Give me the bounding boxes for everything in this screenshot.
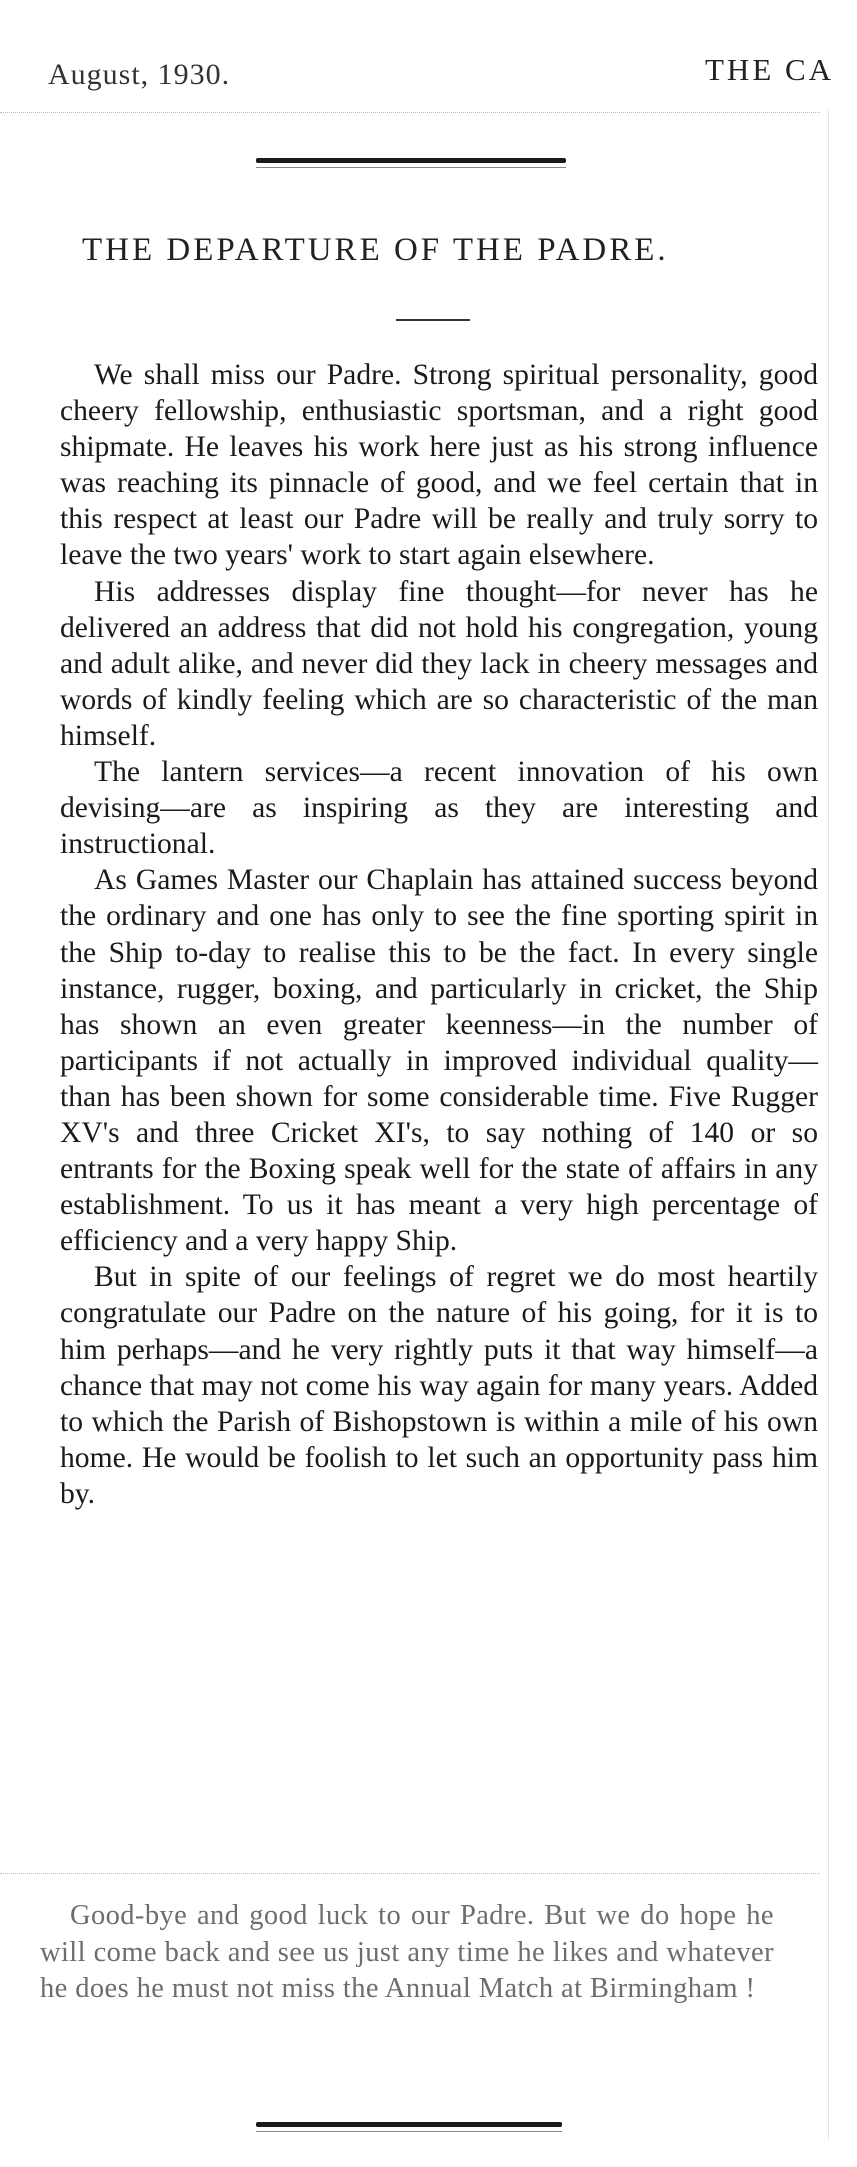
article-paragraph: But in spite of our feelings of regret we do most heartily congratulate our Padre on the nature of his going, for it is to him perhaps—and he very rightly puts it that way himself—a chance that may not come his way again for many years. Added to which the Parish of Bishopstown is within a mile of his own home. He would be foolish to let such an opportunity pass him by. xyxy=(60,1261,818,1510)
title-divider xyxy=(396,319,470,321)
article-paragraph: We shall miss our Padre. Strong spiritual personality, good cheery fellowship, enthusiastic sportsman, and a right good shipmate. He leaves his work here just as his strong influence was reaching its pinnacle of good, and we feel certain that in this respect at least our Padre will be really and truly sorry to leave the two years' work to start again elsewhere. xyxy=(60,359,818,572)
top-heavy-rule xyxy=(256,158,566,163)
farewell-text: Good-bye and good luck to our Padre. But we do hope he will come back and see us just any time he likes and whatever he does he must not miss the Annual Match at Birmingham ! xyxy=(40,1900,774,2004)
article-title: THE DEPARTURE OF THE PADRE. xyxy=(82,232,669,268)
header-divider xyxy=(0,112,820,113)
section-divider xyxy=(0,1873,820,1874)
publication-name: THE CA xyxy=(705,52,835,87)
article-paragraph: His addresses display fine thought—for never has he delivered an address that did not hold his congregation, young and adult alike, and never did they lack in cheery messages and words of kindly feeling which are so characteristic of the man himself. xyxy=(60,575,818,752)
article-body xyxy=(60,357,818,1512)
bottom-heavy-rule xyxy=(256,2122,562,2127)
top-thin-rule xyxy=(256,167,566,168)
article-paragraph: The lantern services—a recent innovation of his own devising—are as inspiring as they are interesting and instructional. xyxy=(60,756,818,861)
issue-date: August, 1930. xyxy=(48,58,231,91)
bottom-thin-rule xyxy=(256,2131,562,2132)
column-edge-divider xyxy=(828,110,829,2140)
article-paragraph: As Games Master our Chaplain has attained success beyond the ordinary and one has only to see the fine sporting spirit in the Ship to-day to realise this to be the fact. In every single instance, rugger, boxing, and particularly in cricket, the Ship has shown an even greater keenness—in the number of participants if not actually in improved individual quality—than has been shown for some considerable time. Five Rugger XV's and three Cricket XI's, to say nothing of 140 or so entrants for the Boxing speak well for the state of affairs in any establishment. To us it has meant a very high percentage of efficiency and a very happy Ship. xyxy=(60,864,818,1258)
farewell-note xyxy=(40,1898,774,2008)
